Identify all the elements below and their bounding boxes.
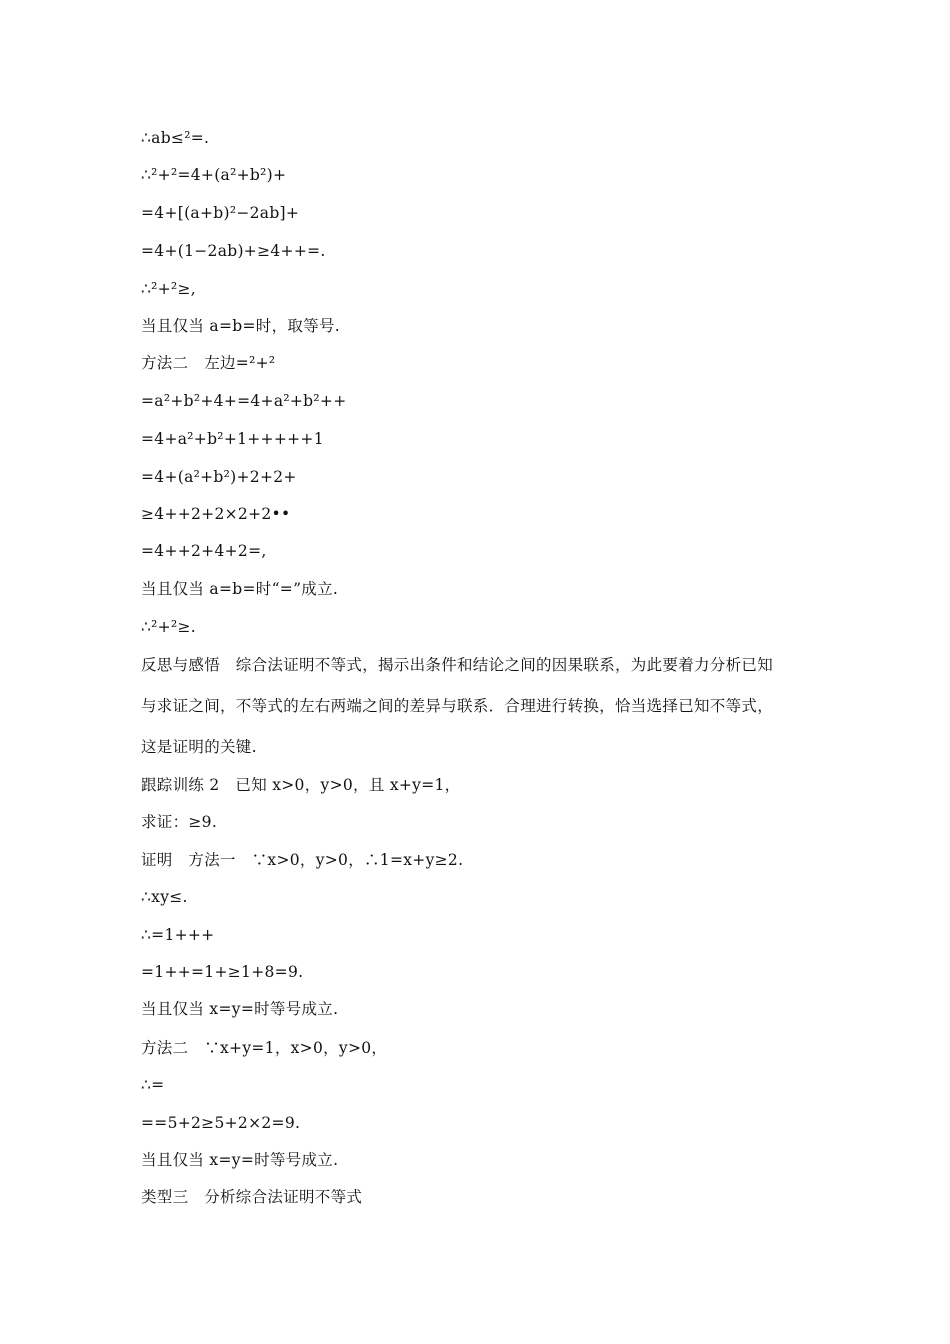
text-line: ==5+2≥5+2×2=9. [141,1114,301,1132]
text-line: =4+a²+b²+1+++++1 [141,430,324,448]
text-line: ∴=1+++ [141,926,215,944]
text-line: ≥4++2+2×2+2•• [141,505,291,523]
text-line: 与求证之间，不等式的左右两端之间的差异与联系．合理进行转换，恰当选择已知不等式， [141,697,774,715]
text-line: 跟踪训练 2 已知 x>0，y>0，且 x+y=1， [141,776,461,794]
text-line: =4++2+4+2=, [141,542,267,560]
text-line: ∴= [141,1076,165,1094]
text-line: =4+(1−2ab)+≥4++=. [141,242,326,260]
text-line: ∴²+²=4+(a²+b²)+ [141,166,287,184]
text-line: =a²+b²+4+=4+a²+b²++ [141,392,347,410]
text-line: 求证：≥9. [141,813,218,831]
text-line: ∴²+²≥, [141,280,196,298]
text-line: 当且仅当 x=y=时等号成立. [141,1151,339,1169]
text-line: 反思与感悟 综合法证明不等式，揭示出条件和结论之间的因果联系，为此要着力分析已知 [141,656,774,674]
text-line: 证明 方法一 ∵x>0，y>0，∴1=x+y≥2. [141,851,464,869]
section-heading: 类型三 分析综合法证明不等式 [141,1188,363,1206]
text-line: =4+[(a+b)²−2ab]+ [141,204,300,222]
text-line: 方法二 左边=²+² [141,354,276,372]
text-line: =1++=1+≥1+8=9. [141,963,304,981]
text-line: 当且仅当 a=b=时，取等号. [141,317,340,335]
text-line: 当且仅当 a=b=时“=”成立. [141,580,339,598]
text-line: ∴xy≤. [141,888,188,906]
text-line: 当且仅当 x=y=时等号成立. [141,1000,339,1018]
text-line: ∴²+²≥. [141,618,196,636]
text-line: ∴ab≤²=. [141,129,210,147]
text-line: 方法二 ∵x+y=1，x>0，y>0， [141,1039,388,1057]
text-line: =4+(a²+b²)+2+2+ [141,468,297,486]
text-line: 这是证明的关键. [141,738,257,756]
